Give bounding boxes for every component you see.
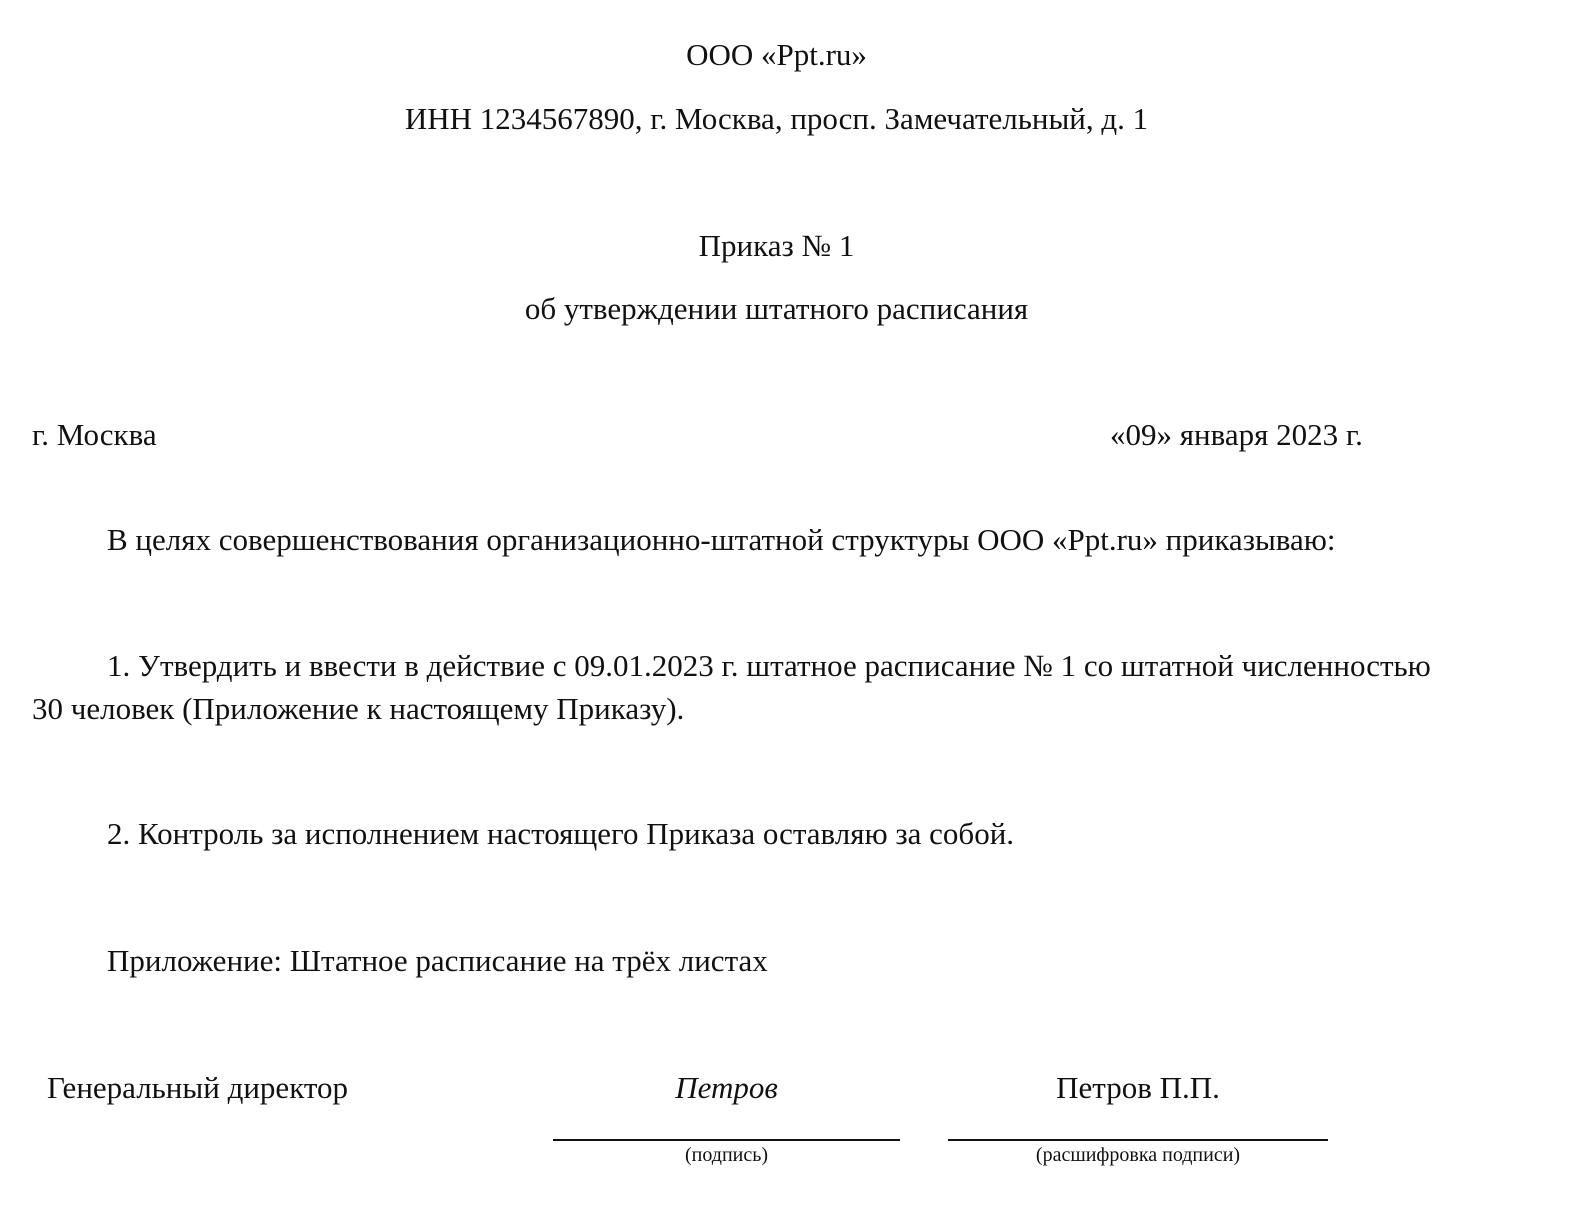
order-date: «09» января 2023 г.: [1110, 417, 1363, 452]
name-caption: (расшифровка подписи): [1035, 1144, 1241, 1166]
name-line: [948, 1139, 1328, 1141]
order-subtitle: об утверждении штатного расписания: [524, 291, 1029, 326]
company-details: ИНН 1234567890, г. Москва, просп. Замечательный, д. 1: [404, 101, 1149, 136]
order-title: Приказ № 1: [698, 228, 855, 263]
handwritten-signature: Петров: [675, 1070, 778, 1105]
order-item-2: 2. Контроль за исполнением настоящего Приказа оставляю за собой.: [107, 816, 1015, 851]
signature-line: [553, 1139, 900, 1141]
order-city: г. Москва: [32, 417, 157, 452]
signer-full-name: Петров П.П.: [1056, 1070, 1220, 1105]
order-intro: В целях совершенствования организационно-штатной структуры ООО «Ppt.ru» приказываю:: [107, 522, 1336, 557]
attachment-note: Приложение: Штатное расписание на трёх листах: [107, 943, 768, 978]
company-name: ООО «Ppt.ru»: [686, 37, 867, 72]
signer-position: Генеральный директор: [47, 1070, 348, 1105]
order-item-1-line-2: 30 человек (Приложение к настоящему Приказу).: [32, 691, 685, 726]
signature-caption: (подпись): [684, 1144, 769, 1166]
order-item-1-line-1: 1. Утвердить и ввести в действие с 09.01.2023 г. штатное расписание № 1 со штатной численностью: [107, 648, 1431, 683]
